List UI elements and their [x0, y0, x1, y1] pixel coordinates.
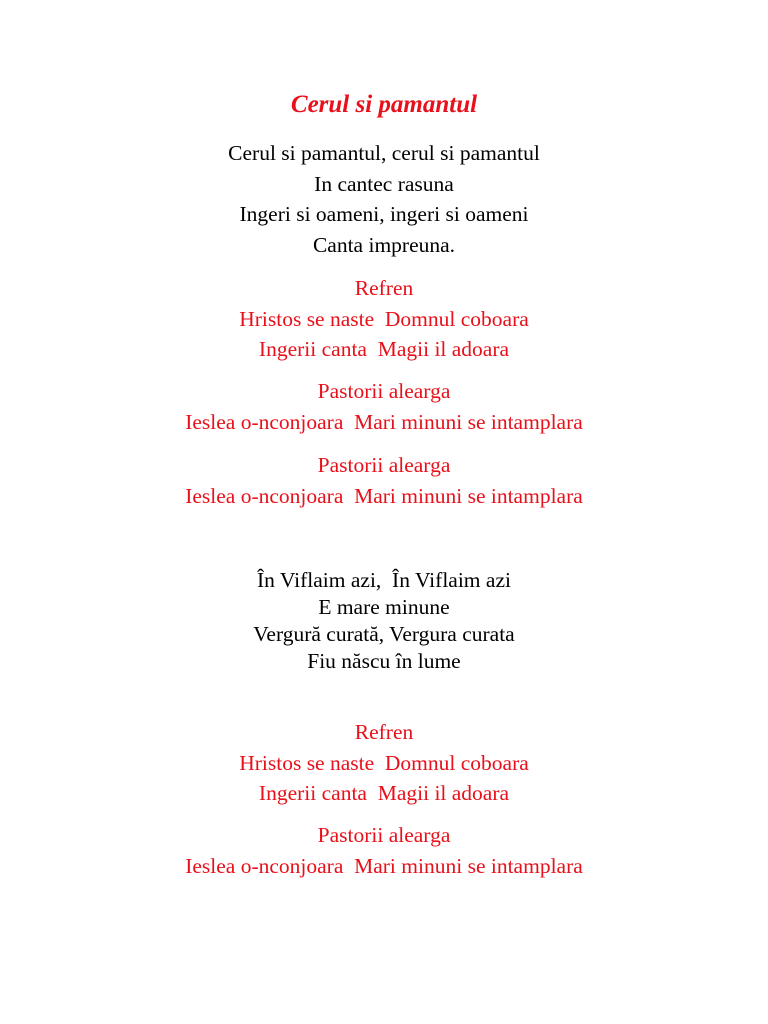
verse-line: E mare minune [318, 595, 450, 619]
verse-line: În Viflaim azi, În Viflaim azi [257, 568, 511, 592]
verse-line: In cantec rasuna [314, 171, 454, 196]
refrain-line: Hristos se naste Domnul coboara [239, 750, 529, 775]
refrain-line: Pastorii alearga [317, 379, 451, 403]
refrain-2-part-2 [0, 820, 768, 881]
refrain-1-part-2 [0, 376, 768, 437]
verse-line: Ingeri si oameni, ingeri si oameni [239, 202, 529, 226]
refrain-2 [0, 717, 768, 809]
refrain-line: Ingerii canta Magii il adoara [258, 337, 510, 361]
verse-2 [0, 567, 768, 675]
refrain-line: Ieslea o-nconjoara Mari minuni se intamplara [185, 483, 583, 508]
verse-line: Fiu născu în lume [307, 649, 461, 673]
verse-line: Canta impreuna. [312, 232, 456, 257]
verse-line: Vergură curată, Vergura curata [253, 622, 515, 646]
verse-1 [0, 138, 768, 260]
refrain-heading: Refren [354, 720, 414, 744]
song-title: Cerul si pamantul [290, 91, 478, 118]
refrain-1 [0, 273, 768, 365]
refrain-line: Ieslea o-nconjoara Mari minuni se intamplara [185, 853, 583, 878]
refrain-line: Pastorii alearga [317, 453, 451, 477]
refrain-line: Ieslea o-nconjoara Mari minuni se intamplara [185, 409, 583, 434]
refrain-line: Hristos se naste Domnul coboara [239, 306, 529, 331]
refrain-1-part-3 [0, 450, 768, 511]
refrain-line: Ingerii canta Magii il adoara [258, 781, 510, 805]
refrain-heading: Refren [354, 276, 414, 300]
verse-line: Cerul si pamantul, cerul si pamantul [228, 141, 540, 165]
refrain-line: Pastorii alearga [317, 823, 451, 847]
